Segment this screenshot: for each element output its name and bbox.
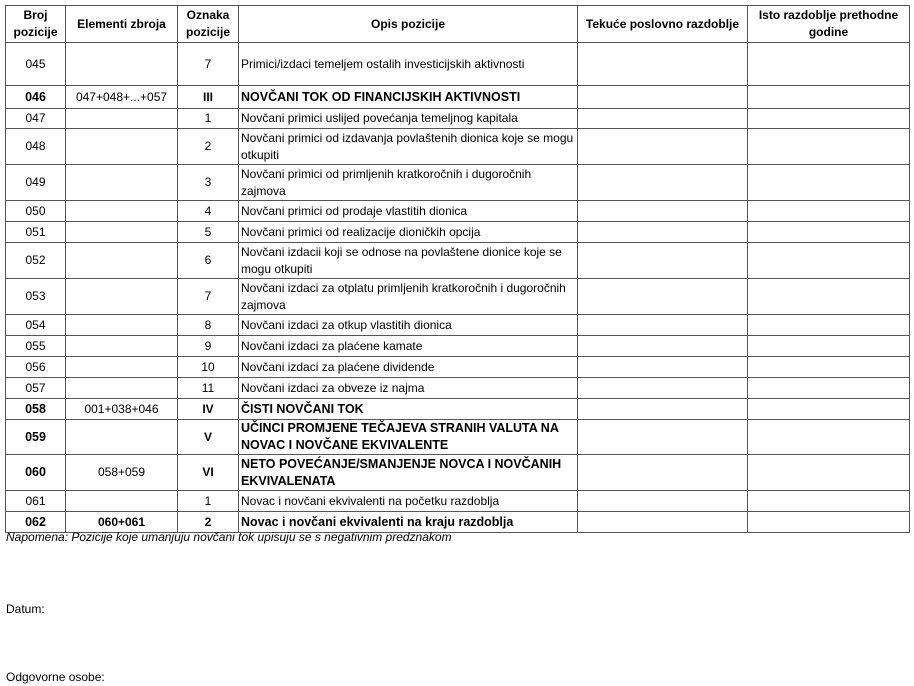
table-row	[6, 420, 910, 455]
current-period-value[interactable]	[578, 86, 748, 109]
current-period-value[interactable]	[578, 512, 748, 533]
position-number: 052	[6, 243, 66, 279]
position-mark: 7	[178, 279, 239, 315]
table-row	[6, 357, 910, 378]
header-elementi-zbroja: Elementi zbroja	[66, 6, 178, 43]
position-number: 056	[6, 357, 66, 378]
current-period-value[interactable]	[578, 315, 748, 336]
position-mark: IV	[178, 399, 239, 420]
position-description: Novčani izdaci za obveze iz najma	[239, 378, 578, 399]
cash-flow-table	[5, 5, 910, 533]
position-mark: 2	[178, 129, 239, 165]
sum-elements	[66, 201, 178, 222]
current-period-value[interactable]	[578, 165, 748, 201]
table-row	[6, 336, 910, 357]
table-row	[6, 222, 910, 243]
current-period-value[interactable]	[578, 378, 748, 399]
current-period-value[interactable]	[578, 43, 748, 86]
position-mark: 4	[178, 201, 239, 222]
position-description: Novčani primici od primljenih kratkoročnih i dugoročnih zajmova	[239, 165, 578, 201]
position-number: 053	[6, 279, 66, 315]
position-mark: 5	[178, 222, 239, 243]
sum-elements	[66, 109, 178, 129]
position-number: 051	[6, 222, 66, 243]
table-row	[6, 315, 910, 336]
position-description: Novčani izdaci za otkup vlastitih dionica	[239, 315, 578, 336]
previous-year-value[interactable]	[748, 357, 910, 378]
sum-elements	[66, 43, 178, 86]
table-row	[6, 165, 910, 201]
sum-elements	[66, 222, 178, 243]
position-number: 058	[6, 399, 66, 420]
position-mark: V	[178, 420, 239, 455]
position-description: NETO POVEĆANJE/SMANJENJE NOVCA I NOVČANIH EKVIVALENATA	[239, 455, 578, 491]
position-description: Novčani izdaci za plaćene dividende	[239, 357, 578, 378]
position-number: 060	[6, 455, 66, 491]
position-description: Novac i novčani ekvivalenti na kraju razdoblja	[239, 512, 578, 533]
position-description: NOVČANI TOK OD FINANCIJSKIH AKTIVNOSTI	[239, 86, 578, 109]
position-mark: 10	[178, 357, 239, 378]
position-mark: 6	[178, 243, 239, 279]
odgovorne-osobe-label: Odgovorne osobe:	[6, 670, 105, 684]
current-period-value[interactable]	[578, 357, 748, 378]
current-period-value[interactable]	[578, 129, 748, 165]
position-number: 054	[6, 315, 66, 336]
table-row	[6, 201, 910, 222]
position-number: 055	[6, 336, 66, 357]
previous-year-value[interactable]	[748, 378, 910, 399]
current-period-value[interactable]	[578, 491, 748, 512]
sum-elements: 047+048+...+057	[66, 86, 178, 109]
sum-elements	[66, 279, 178, 315]
previous-year-value[interactable]	[748, 222, 910, 243]
position-mark: VI	[178, 455, 239, 491]
table-row	[6, 399, 910, 420]
position-number: 062	[6, 512, 66, 533]
previous-year-value[interactable]	[748, 420, 910, 455]
position-mark: 11	[178, 378, 239, 399]
table-row	[6, 455, 910, 491]
position-description: Novac i novčani ekvivalenti na početku razdoblja	[239, 491, 578, 512]
current-period-value[interactable]	[578, 455, 748, 491]
position-description: Novčani izdaci za otplatu primljenih kratkoročnih i dugoročnih zajmova	[239, 279, 578, 315]
position-mark: 3	[178, 165, 239, 201]
current-period-value[interactable]	[578, 399, 748, 420]
table-body	[6, 43, 910, 533]
position-mark: 8	[178, 315, 239, 336]
position-mark: 9	[178, 336, 239, 357]
table-row	[6, 491, 910, 512]
previous-year-value[interactable]	[748, 165, 910, 201]
table-row	[6, 109, 910, 129]
position-mark: 2	[178, 512, 239, 533]
position-number: 049	[6, 165, 66, 201]
position-description: UČINCI PROMJENE TEČAJEVA STRANIH VALUTA NA NOVAC I NOVČANE EKVIVALENTE	[239, 420, 578, 455]
current-period-value[interactable]	[578, 201, 748, 222]
sum-elements	[66, 420, 178, 455]
sum-elements	[66, 315, 178, 336]
position-description: Novčani primici od izdavanja povlaštenih dionica koje se mogu otkupiti	[239, 129, 578, 165]
position-number: 048	[6, 129, 66, 165]
table-row	[6, 129, 910, 165]
position-description: Novčani izdacii koji se odnose na povlaštene dionice koje se mogu otkupiti	[239, 243, 578, 279]
current-period-value[interactable]	[578, 243, 748, 279]
table-row	[6, 279, 910, 315]
current-period-value[interactable]	[578, 222, 748, 243]
header-broj-pozicije: Broj pozicije	[6, 6, 66, 43]
previous-year-value[interactable]	[748, 279, 910, 315]
table-row	[6, 86, 910, 109]
previous-year-value[interactable]	[748, 455, 910, 491]
position-number: 057	[6, 378, 66, 399]
header-opis-pozicije: Opis pozicije	[239, 6, 578, 43]
position-mark: 1	[178, 491, 239, 512]
header-isto-razdoblje: Isto razdoblje prethodne godine	[748, 6, 910, 43]
current-period-value[interactable]	[578, 336, 748, 357]
position-mark: III	[178, 86, 239, 109]
previous-year-value[interactable]	[748, 512, 910, 533]
position-description: Novčani primici od realizacije dioničkih opcija	[239, 222, 578, 243]
position-number: 061	[6, 491, 66, 512]
position-number: 050	[6, 201, 66, 222]
sum-elements	[66, 243, 178, 279]
current-period-value[interactable]	[578, 420, 748, 455]
position-description: Novčani primici od prodaje vlastitih dionica	[239, 201, 578, 222]
position-description: Novčani primici uslijed povećanja temeljnog kapitala	[239, 109, 578, 129]
position-description: Primici/izdaci temeljem ostalih investicijskih aktivnosti	[239, 43, 578, 86]
sum-elements: 058+059	[66, 455, 178, 491]
sum-elements: 001+038+046	[66, 399, 178, 420]
previous-year-value[interactable]	[748, 201, 910, 222]
header-row	[6, 6, 910, 43]
header-tekuce-razdoblje: Tekuće poslovno razdoblje	[578, 6, 748, 43]
previous-year-value[interactable]	[748, 399, 910, 420]
position-description: ČISTI NOVČANI TOK	[239, 399, 578, 420]
previous-year-value[interactable]	[748, 491, 910, 512]
table-row	[6, 43, 910, 86]
position-number: 046	[6, 86, 66, 109]
sum-elements	[66, 491, 178, 512]
position-number: 059	[6, 420, 66, 455]
previous-year-value[interactable]	[748, 336, 910, 357]
position-number: 045	[6, 43, 66, 86]
sum-elements	[66, 165, 178, 201]
position-mark: 7	[178, 43, 239, 86]
footnote: Napomena: Pozicije koje umanjuju novčani tok upisuju se s negativnim predznakom	[6, 530, 452, 544]
header-oznaka-pozicije: Oznaka pozicije	[178, 6, 239, 43]
previous-year-value[interactable]	[748, 43, 910, 86]
sum-elements	[66, 357, 178, 378]
position-number: 047	[6, 109, 66, 129]
sum-elements	[66, 129, 178, 165]
datum-label: Datum:	[6, 602, 45, 616]
table-row	[6, 378, 910, 399]
sum-elements	[66, 336, 178, 357]
position-description: Novčani izdaci za plaćene kamate	[239, 336, 578, 357]
previous-year-value[interactable]	[748, 109, 910, 129]
previous-year-value[interactable]	[748, 243, 910, 279]
current-period-value[interactable]	[578, 109, 748, 129]
table-row	[6, 243, 910, 279]
sum-elements: 060+061	[66, 512, 178, 533]
previous-year-value[interactable]	[748, 315, 910, 336]
current-period-value[interactable]	[578, 279, 748, 315]
previous-year-value[interactable]	[748, 86, 910, 109]
sum-elements	[66, 378, 178, 399]
previous-year-value[interactable]	[748, 129, 910, 165]
position-mark: 1	[178, 109, 239, 129]
